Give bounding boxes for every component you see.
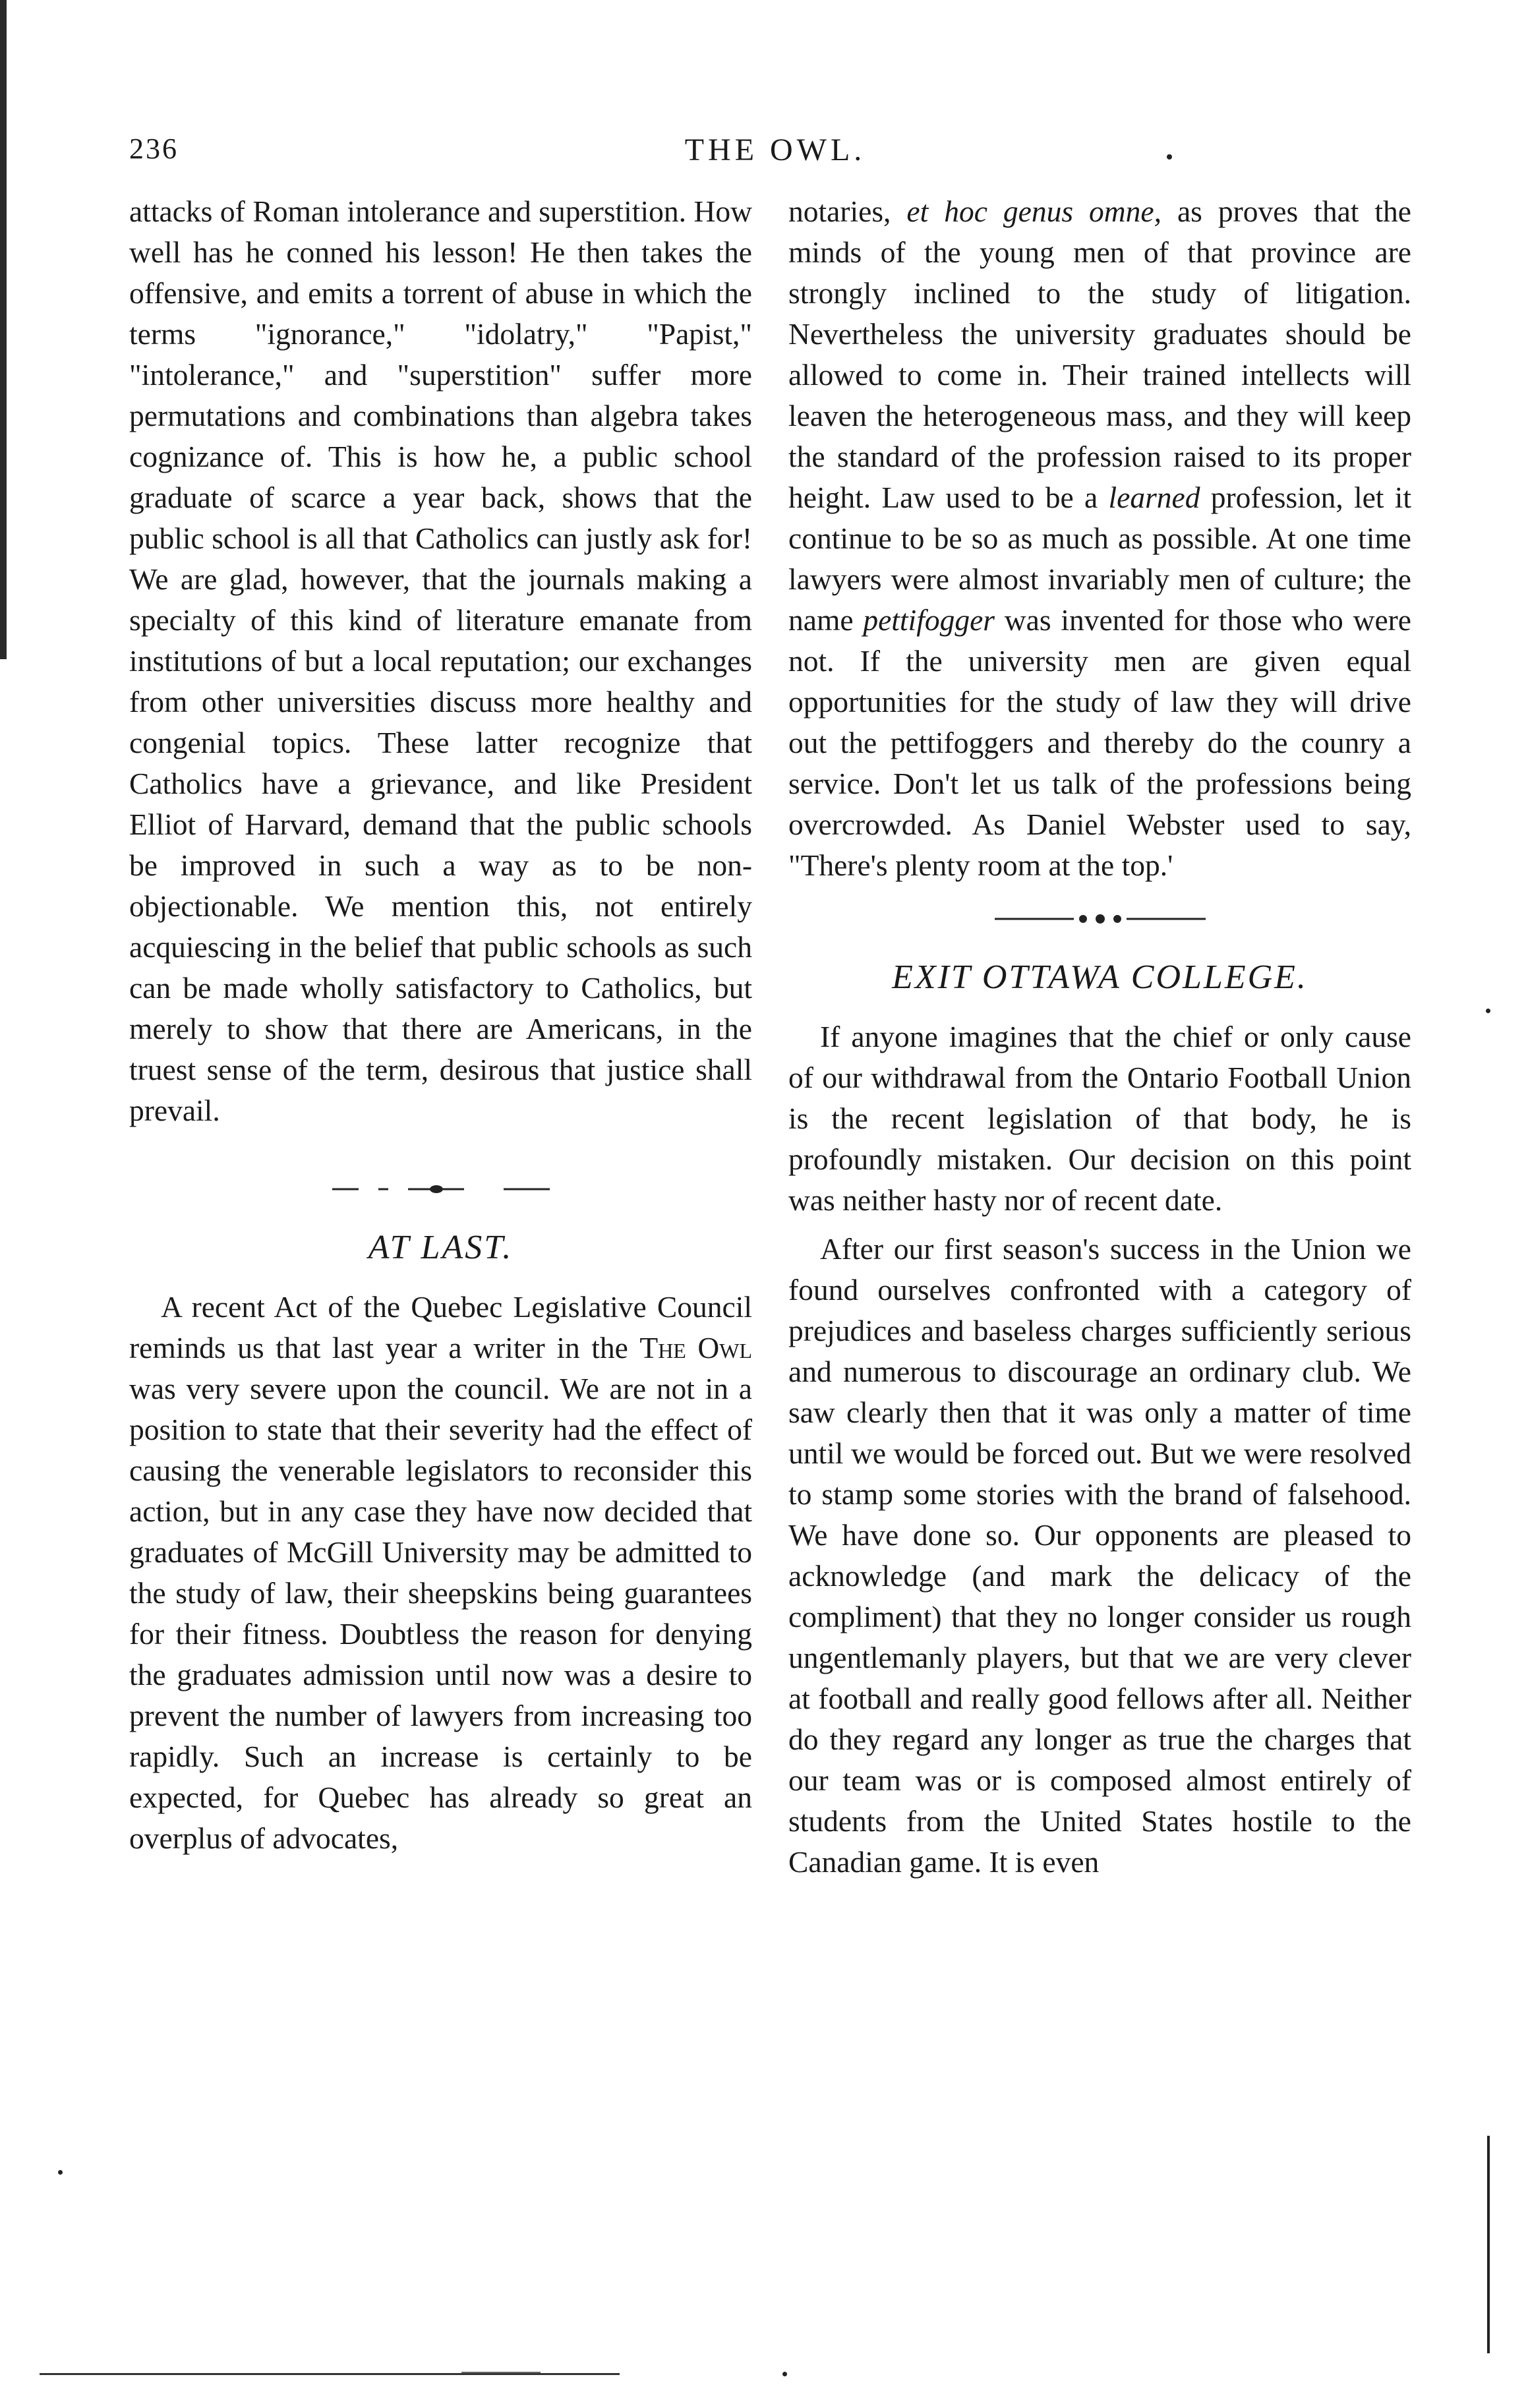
- stray-mark: [782, 2372, 787, 2376]
- page-binding-edge: [0, 0, 7, 659]
- section-divider-ornament: [788, 898, 1411, 944]
- running-title: THE OWL.: [684, 132, 866, 167]
- section-divider-ornament: [129, 1168, 752, 1214]
- right-paragraph-1: notaries, et hoc genus omne, as proves that the minds of the young men of that province are strongly inclined to the study of litigation. Nevertheless the university graduates should be allowed to come in. Their trained intellects will leaven the heterogeneous mass, and they will keep the standard of the profession raised to its proper height. Law used to be a learned profession, let it continue to be so as much as possible. At one time lawyers were almost invariably men of culture; the name pettifogger was invented for those who were not. If the university men are given equal opportunities for the study of law they will drive out the pettifoggers and thereby do the counry a service. Don't let us talk of the professions being overcrowded. As Daniel Webster used to say, "There's plenty room at the top.': [788, 194, 1411, 882]
- page-number: 236: [129, 132, 179, 165]
- left-paragraph-2: A recent Act of the Quebec Legislative Council reminds us that last year a writer in the The Owl was very severe upon the council. We are not in a position to state that their severity had the effect of causing the venerable legislators to reconsider this action, but in any case they have now decided that graduates of McGill University may be admitted to the study of law, their sheepskins being guarantees for their fitness. Doubtless the reason for denying the graduates admission until now was a desire to prevent the number of lawyers from increasing too rapidly. Such an increase is certainly to be expected, for Quebec has already so great an overplus of advocates,: [129, 1290, 753, 1855]
- stray-mark: [58, 2170, 63, 2175]
- page-edge-mark: [1487, 2136, 1490, 2353]
- right-paragraph-3: After our first season's success in the Union we found ourselves confronted with a category of prejudices and baseless charges sufficiently serious and numerous to discourage an ordinary club. We saw clearly then that it was only a matter of time until we would be forced out. But we were resolved to stamp some stories with the brand of falsehood. We have done so. Our opponents are pleased to acknowledge (and mark the delicacy of the compliment) that they no longer consider us rough ungentlemanly players, but that we are very clever at football and really good fellows after all. Neither do they regard any longer as true the charges that our team was or is composed almost entirely of students from the United States hostile to the Canadian game. It is even: [788, 1232, 1411, 1879]
- italic-pettifogger: pettifogger: [863, 603, 995, 637]
- italic-learned: learned: [1108, 481, 1200, 514]
- stray-mark: [1486, 1009, 1490, 1013]
- bottom-scan-rule: [40, 2373, 620, 2375]
- left-paragraph-1: attacks of Roman intolerance and superstition. How well has he conned his lesson! He then takes the offensive, and emits a torrent of abuse in which the terms "ignorance," "idolatry," "Papist," "intolerance," and "superstition" suffer more permutations and combinations than algebra takes cognizance of. This is how he, a public school graduate of scarce a year back, shows that the public school is all that Catholics can justly ask for! We are glad, however, that the journals making a specialty of this kind of literature emanate from institutions of but a local reputation; our exchanges from other universities discuss more healthy and congenial topics. These latter recognize that Catholics have a grievance, and like President Elliot of Harvard, demand that the public schools be improved in such a way as to be non-objectionable. We mention this, not entirely acquiescing in the belief that public schools as such can be made wholly satisfactory to Catholics, but merely to show that there are Americans, in the truest sense of the term, desirous that justice shall prevail.: [129, 194, 752, 1127]
- left-column: [129, 191, 752, 1859]
- latin-phrase: et hoc genus omne,: [906, 194, 1161, 228]
- page-header: [129, 132, 1421, 178]
- section-title-at-last: AT LAST.: [368, 1229, 514, 1266]
- section-title-exit-ottawa-college: EXIT OTTAWA COLLEGE.: [892, 958, 1308, 996]
- right-paragraph-2: If anyone imagines that the chief or only cause of our withdrawal from the Ontario Football Union is the recent legislation of that body, he is profoundly mistaken. Our decision on this point was neither hasty nor of recent date.: [788, 1020, 1411, 1217]
- right-column: [788, 191, 1411, 1883]
- stray-mark: [1167, 154, 1172, 160]
- bottom-scan-rule: [461, 2372, 541, 2373]
- owl-journal-name: The Owl: [639, 1331, 753, 1365]
